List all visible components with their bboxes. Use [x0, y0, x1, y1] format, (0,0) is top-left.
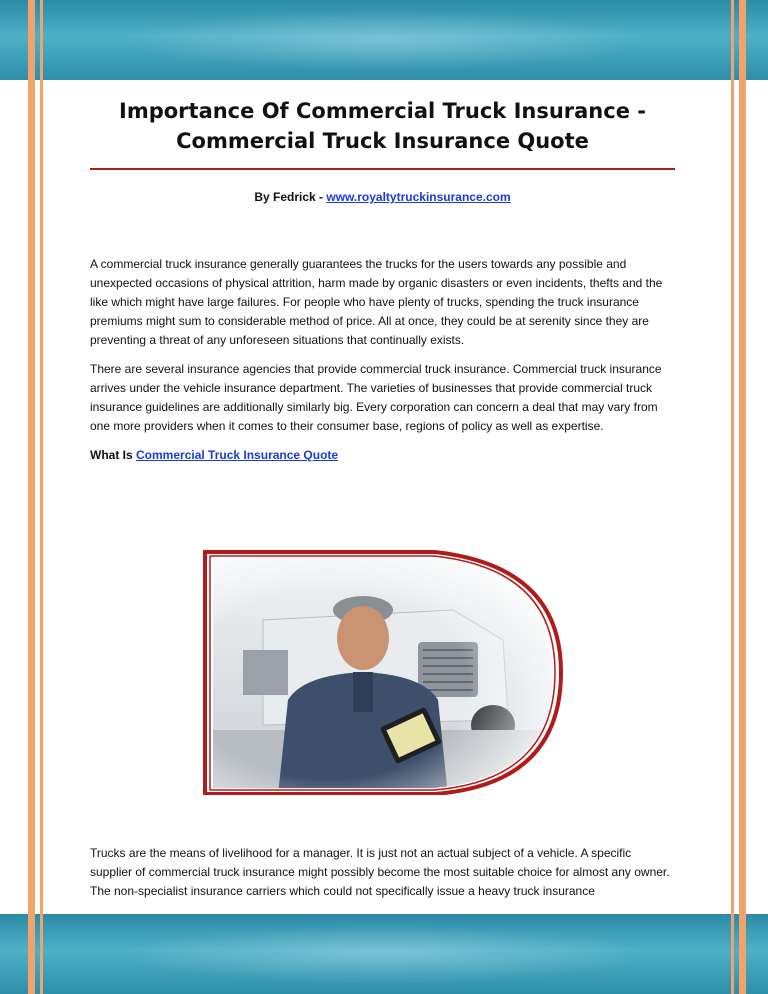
right-stripe-thin	[731, 0, 734, 994]
right-stripe-wide	[739, 0, 746, 994]
title-divider	[90, 168, 675, 170]
truck-driver-photo	[203, 550, 563, 795]
byline	[90, 190, 675, 204]
byline-author: By Fedrick -	[254, 190, 327, 204]
title-line-2: Commercial Truck Insurance Quote	[176, 129, 589, 153]
title-line-1: Importance Of Commercial Truck Insurance -	[119, 99, 646, 123]
left-stripe-thin	[40, 0, 43, 994]
left-stripe-wide	[28, 0, 35, 994]
article	[90, 96, 675, 462]
section-heading-link[interactable]: Commercial Truck Insurance Quote	[136, 448, 339, 462]
section-heading	[90, 448, 675, 462]
paragraph-1: A commercial truck insurance generally guarantees the trucks for the users towards any possible and unexpected occasions of physical attrition, harm made by organic disasters or even incidents, thefts and the like which might have large failures. For people who have plenty of trucks, spending the truck insurance premiums might sum to considerable method of price. All at once, they could be at serenity since they are preventing a threat of any unforeseen situations that continually exists.	[90, 257, 663, 347]
byline-website-link[interactable]: www.royaltytruckinsurance.com	[326, 190, 511, 204]
section-heading-prefix: What Is	[90, 448, 137, 462]
paragraph-2: There are several insurance agencies that provide commercial truck insurance. Commercial truck insurance arrives under the vehicle insurance department. The varieties of businesses that provide commercial truck insurance guidelines are additionally similarly big. Every corporation can concern a deal that may vary from one more providers when it comes to their consumer base, regions of policy as well as expertise.	[90, 362, 662, 433]
footer-band	[0, 914, 768, 994]
page-title	[90, 96, 675, 156]
header-band	[0, 0, 768, 80]
paragraph-3: Trucks are the means of livelihood for a manager. It is just not an actual subject of a vehicle. A specific supplier of commercial truck insurance might possibly become the most suitable choice for almost any owner. The non-specialist insurance carriers which could not specifically issue a heavy truck insurance	[90, 846, 670, 898]
